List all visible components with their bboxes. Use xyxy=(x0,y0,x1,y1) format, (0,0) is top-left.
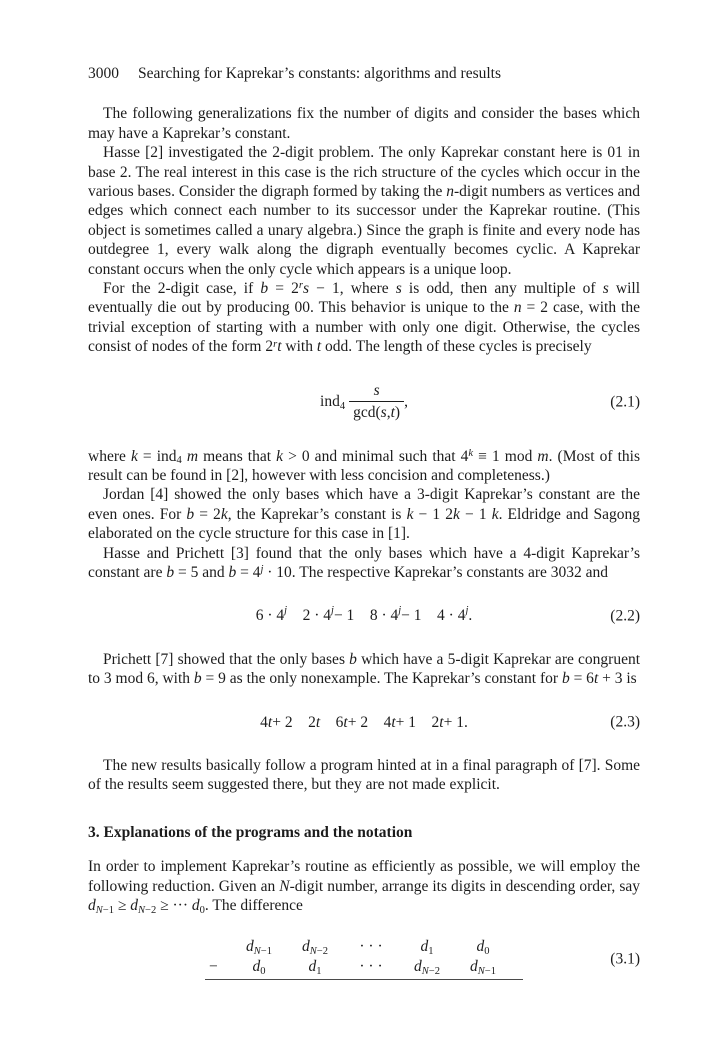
digit-cell: dN−1 xyxy=(246,938,272,958)
paragraph-intro: The following generalizations fix the number of digits and consider the bases which may have a Kaprekar’s constant. xyxy=(88,105,640,142)
digit-cell: d1 xyxy=(308,957,322,977)
eq21-denominator: gcd(s,t) xyxy=(349,401,404,422)
equation-3-1 xyxy=(88,937,640,980)
page-number: 3000 xyxy=(88,65,119,82)
running-head xyxy=(88,64,640,83)
digit-cell: d0 xyxy=(252,957,266,977)
paragraph-new-results: The new results basically follow a program hinted at in a final paragraph of [7]. Some of the results seem suggested there, but they are not made explicit. xyxy=(88,756,640,794)
digit-cell: dN−2 xyxy=(414,957,440,977)
digit-subtraction-layout xyxy=(205,937,523,980)
equation-2-3 xyxy=(88,713,640,732)
equation-2-1-content xyxy=(320,381,408,423)
equation-2-1-number: (2.1) xyxy=(610,392,640,410)
ellipsis-cell: · · · xyxy=(359,957,383,975)
paragraph-jordan-3digit: Jordan [4] showed the only bases which have a 3-digit Kaprekar’s constant are the even ones. For b = 2k, the Kaprekar’s constant is k − 1 2k − 1 k. Eldridge and Sagong elaborated on the cycle structure for this case in [1]. xyxy=(88,486,640,543)
paragraph-hasse-prichett-4digit: Hasse and Prichett [3] found that the only bases which have a 4-digit Kaprekar’s constant are b = 5 and $b = 4^j \cdot 10$. The respective Kaprekar’s constants are 3032 and xyxy=(88,544,640,581)
equation-2-3-content: 4 t + 2 2 t 6 t + 2 4 t + 1 2 t + 1. xyxy=(260,713,468,731)
digit-cell xyxy=(209,937,231,956)
paragraph-ind-definition: where k = ind4 m means that k > 0 and minimal such that $4^k \equiv 1$ mod m. (Most of this result can be found in [2], however with less concision and completeness.) xyxy=(88,447,641,484)
eq21-suffix: , xyxy=(404,392,408,410)
ellipsis-cell: · · · xyxy=(359,938,383,956)
equation-2-2-content: 6 · 4 j 2 · 4 j − 1 8 · 4 j − 1 4 · 4 j . xyxy=(255,605,473,625)
eq21-prefix: ind4 xyxy=(320,392,346,412)
paragraph-reduction: In order to implement Kaprekar’s routine as efficiently as possible, we will employ the following reduction. Given an N-digit number, arrange its digits in descending order, say dN−1 ≥ dN−2 ≥ ··· d0. The difference xyxy=(88,858,640,916)
eq21-fraction xyxy=(349,381,404,423)
digit-cell: d0 xyxy=(476,938,490,958)
equation-2-2 xyxy=(88,606,640,625)
paragraph-prichett-5digit: Prichett [7] showed that the only bases b which have a 5-digit Kaprekar are congruent to 3 mod 6, with b = 9 as the only nonexample. The Kaprekar’s constant for b = 6t + 3 is xyxy=(88,650,641,688)
digit-cell: d1 xyxy=(420,938,434,958)
equation-2-1 xyxy=(88,381,640,423)
digit-cell: dN−1 xyxy=(470,957,496,977)
paragraph-2digit-case: For the 2-digit case, if $b = 2^rs - 1$, where s is odd, then any multiple of s will eventually die out by producing 00. This behavior is unique to the n = 2 case, with the trivial exception of starting with a number with only one digit. Otherwise, the cycles consist of nodes of the form 2$^r$t with t odd. The length of these cycles is precisely xyxy=(88,280,640,356)
equation-2-2-number: (2.2) xyxy=(610,607,640,625)
subtraction-row-bottom xyxy=(209,957,511,976)
running-title: Searching for Kaprekar’s constants: algorithms and results xyxy=(138,65,502,82)
eq21-numerator: s xyxy=(373,381,380,399)
paragraph-hasse-2digit: Hasse [2] investigated the 2-digit problem. The only Kaprekar constant here is 01 in base 2. The real interest in this case is the rich structure of the cycles which occur in the various bases. Consider the digraph formed by taking the n-digit numbers as vertices and edges which connect each number to its successor under the Kaprekar routine. (This object is sometimes called a unary algebra.) Since the graph is finite and every node has outdegree 1, every walk along the digraph eventually becomes cyclic. A Kaprekar constant occurs when the only cycle which appears is a unique loop. xyxy=(88,144,640,278)
subtraction-row-top xyxy=(209,937,511,956)
equation-2-3-number: (2.3) xyxy=(610,713,640,731)
equation-3-1-number: (3.1) xyxy=(610,950,640,968)
minus-sign: − xyxy=(209,957,218,975)
digit-cell: dN−2 xyxy=(302,938,328,958)
section-heading: 3. Explanations of the programs and the notation xyxy=(88,823,413,841)
